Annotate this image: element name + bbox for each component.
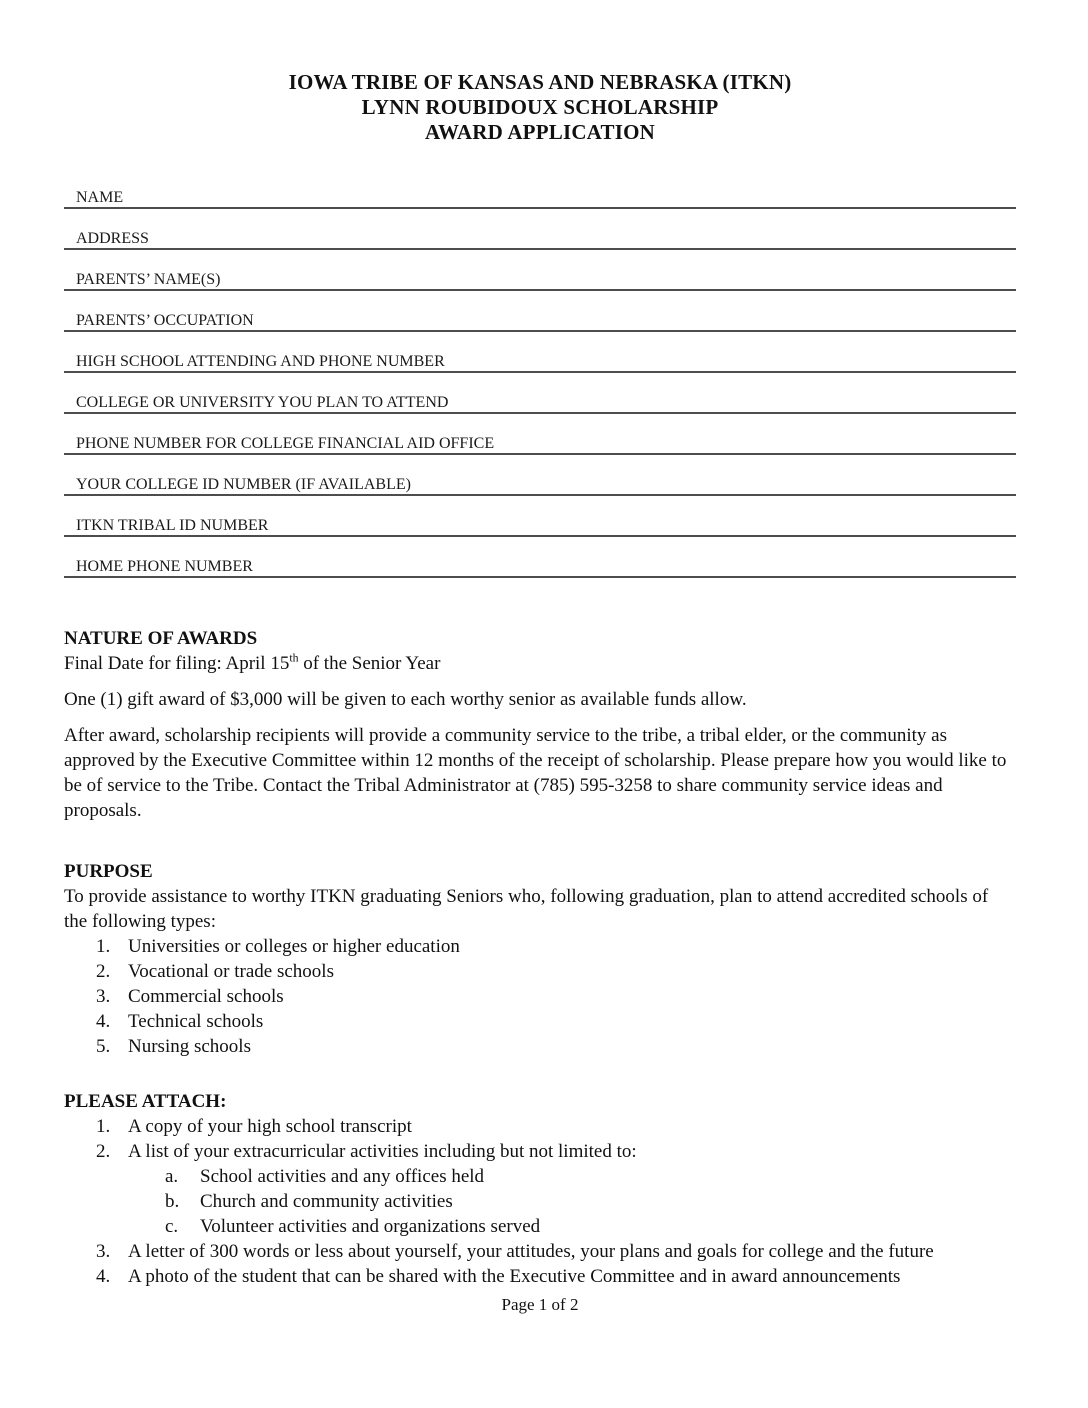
parents-occupation-input-line[interactable] xyxy=(254,306,1016,330)
name-field-label: NAME xyxy=(76,189,124,206)
title-line-scholarship: LYNN ROUBIDOUX SCHOLARSHIP xyxy=(361,95,719,119)
list-item xyxy=(64,1009,1016,1034)
field-row-college-id xyxy=(64,470,1016,496)
list-item xyxy=(64,1239,1016,1264)
list-item-text: School activities and any offices held xyxy=(200,1166,485,1187)
field-row-tribal-id xyxy=(64,511,1016,537)
list-item xyxy=(64,934,1016,959)
list-item-text: A photo of the student that can be shared with the Executive Committee and in award announcements xyxy=(128,1266,901,1287)
address-input-line[interactable] xyxy=(149,224,1016,248)
list-item xyxy=(64,959,1016,984)
nature-of-awards-heading: NATURE OF AWARDS xyxy=(64,628,258,649)
list-item-number: 4. xyxy=(96,1011,111,1032)
list-item xyxy=(64,984,1016,1009)
list-item-number: 1. xyxy=(96,1116,111,1137)
field-row-parents-occupation xyxy=(64,306,1016,332)
list-subitem xyxy=(64,1214,1016,1239)
field-row-parents-names xyxy=(64,265,1016,291)
list-item-number: 4. xyxy=(96,1266,111,1287)
filing-date-prefix: Final Date for filing: April 15 xyxy=(64,653,290,674)
high-school-input-line[interactable] xyxy=(445,347,1016,371)
list-item-text: Church and community activities xyxy=(200,1191,453,1212)
field-row-financial-aid-phone xyxy=(64,429,1016,455)
list-item xyxy=(64,1114,1016,1139)
title-line-org: IOWA TRIBE OF KANSAS AND NEBRASKA (ITKN) xyxy=(288,70,792,94)
section-purpose xyxy=(64,859,1016,1059)
list-item-number: 2. xyxy=(96,1141,111,1162)
section-please-attach xyxy=(64,1089,1016,1289)
address-field-label: ADDRESS xyxy=(76,230,149,247)
college-field-label: COLLEGE OR UNIVERSITY YOU PLAN TO ATTEND xyxy=(76,394,449,411)
field-row-home-phone xyxy=(64,552,1016,578)
home-phone-field-label: HOME PHONE NUMBER xyxy=(76,558,253,575)
list-subitem xyxy=(64,1189,1016,1214)
list-item-text: A copy of your high school transcript xyxy=(128,1116,412,1137)
name-input-line[interactable] xyxy=(123,183,1016,207)
field-row-address xyxy=(64,224,1016,250)
parents-occupation-field-label: PARENTS’ OCCUPATION xyxy=(76,312,254,329)
list-item-text: Universities or colleges or higher education xyxy=(128,936,460,957)
please-attach-list xyxy=(64,1114,1016,1289)
list-item xyxy=(64,1139,1016,1164)
filing-date-suffix: of the Senior Year xyxy=(298,653,441,674)
list-item xyxy=(64,1264,1016,1289)
list-item-text: Technical schools xyxy=(128,1011,264,1032)
please-attach-heading: PLEASE ATTACH: xyxy=(64,1091,227,1112)
parents-names-input-line[interactable] xyxy=(220,265,1016,289)
list-item-number: 2. xyxy=(96,961,111,982)
list-item-text: Nursing schools xyxy=(128,1036,251,1057)
college-id-input-line[interactable] xyxy=(411,470,1016,494)
list-item-letter: c. xyxy=(165,1216,179,1237)
purpose-list xyxy=(64,934,1016,1059)
community-service-paragraph: After award, scholarship recipients will provide a community service to the tribe, a tribal elder, or the community as approved by the Executive Committee within 12 months of the receipt of scholarship. Please prepare how you would like to be of service to the Tribe. Contact the Tribal Administrator at (785) 595-3258 to share community service ideas and proposals. xyxy=(64,725,1007,821)
financial-aid-phone-input-line[interactable] xyxy=(494,429,1016,453)
filing-date-text xyxy=(64,651,1016,676)
list-item-number: 5. xyxy=(96,1036,111,1057)
list-item-number: 3. xyxy=(96,986,111,1007)
college-input-line[interactable] xyxy=(448,388,1016,412)
field-row-college xyxy=(64,388,1016,414)
title-line-application: AWARD APPLICATION xyxy=(425,120,655,144)
list-item-number: 1. xyxy=(96,936,111,957)
list-item xyxy=(64,1034,1016,1059)
filing-date-ordinal: th xyxy=(289,651,299,665)
list-item-number: 3. xyxy=(96,1241,111,1262)
tribal-id-input-line[interactable] xyxy=(268,511,1016,535)
list-subitem xyxy=(64,1164,1016,1189)
list-item-letter: a. xyxy=(165,1166,179,1187)
list-item-text: Commercial schools xyxy=(128,986,284,1007)
page-number: Page 1 of 2 xyxy=(501,1295,579,1314)
tribal-id-field-label: ITKN TRIBAL ID NUMBER xyxy=(76,517,269,534)
parents-names-field-label: PARENTS’ NAME(S) xyxy=(76,271,221,288)
application-fields xyxy=(64,183,1016,578)
list-item-text: A letter of 300 words or less about yourself, your attitudes, your plans and goals for college and the future xyxy=(128,1241,934,1262)
document-title xyxy=(64,70,1016,145)
award-amount-paragraph: One (1) gift award of $3,000 will be given to each worthy senior as available funds allow. xyxy=(64,689,747,710)
home-phone-input-line[interactable] xyxy=(253,552,1016,576)
college-id-field-label: YOUR COLLEGE ID NUMBER (IF AVAILABLE) xyxy=(76,476,411,493)
field-row-high-school xyxy=(64,347,1016,373)
list-item-text: Volunteer activities and organizations served xyxy=(200,1216,541,1237)
high-school-field-label: HIGH SCHOOL ATTENDING AND PHONE NUMBER xyxy=(76,353,445,370)
section-nature-of-awards xyxy=(64,626,1016,823)
financial-aid-phone-field-label: PHONE NUMBER FOR COLLEGE FINANCIAL AID OFFICE xyxy=(76,435,495,452)
list-item-text: A list of your extracurricular activities including but not limited to: xyxy=(128,1141,637,1162)
list-item-letter: b. xyxy=(165,1191,180,1212)
purpose-heading: PURPOSE xyxy=(64,861,153,882)
field-row-name xyxy=(64,183,1016,209)
purpose-intro: To provide assistance to worthy ITKN graduating Seniors who, following graduation, plan to attend accredited schools of the following types: xyxy=(64,886,989,932)
list-item-text: Vocational or trade schools xyxy=(128,961,334,982)
